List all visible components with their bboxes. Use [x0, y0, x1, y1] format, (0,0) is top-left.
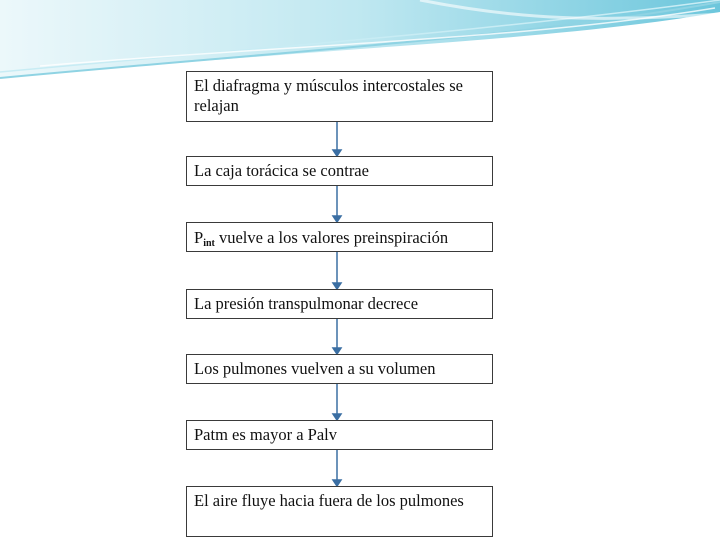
flow-step-5 [186, 354, 493, 384]
flow-step-4 [186, 289, 493, 319]
flow-step-1 [186, 71, 493, 122]
flow-step-text: La caja torácica se contrae [194, 161, 369, 180]
flow-step-text: Los pulmones vuelven a su volumen [194, 359, 436, 378]
flow-step-prefix: P [194, 228, 204, 247]
flow-step-7 [186, 486, 493, 537]
flow-step-text: La presión transpulmonar decrece [194, 294, 419, 313]
flow-step-text: vuelve a los valores preinspiración [214, 228, 449, 247]
flow-step-subscript: int [203, 238, 215, 249]
flow-step-text: El diafragma y músculos intercostales se relajan [194, 76, 463, 115]
flow-step-text: El aire fluye hacia fuera de los pulmones [194, 491, 464, 510]
flow-step-6 [186, 420, 493, 450]
flow-step-text: Patm es mayor a Palv [194, 425, 337, 444]
flow-step-2 [186, 156, 493, 186]
flow-step-3 [186, 222, 493, 252]
